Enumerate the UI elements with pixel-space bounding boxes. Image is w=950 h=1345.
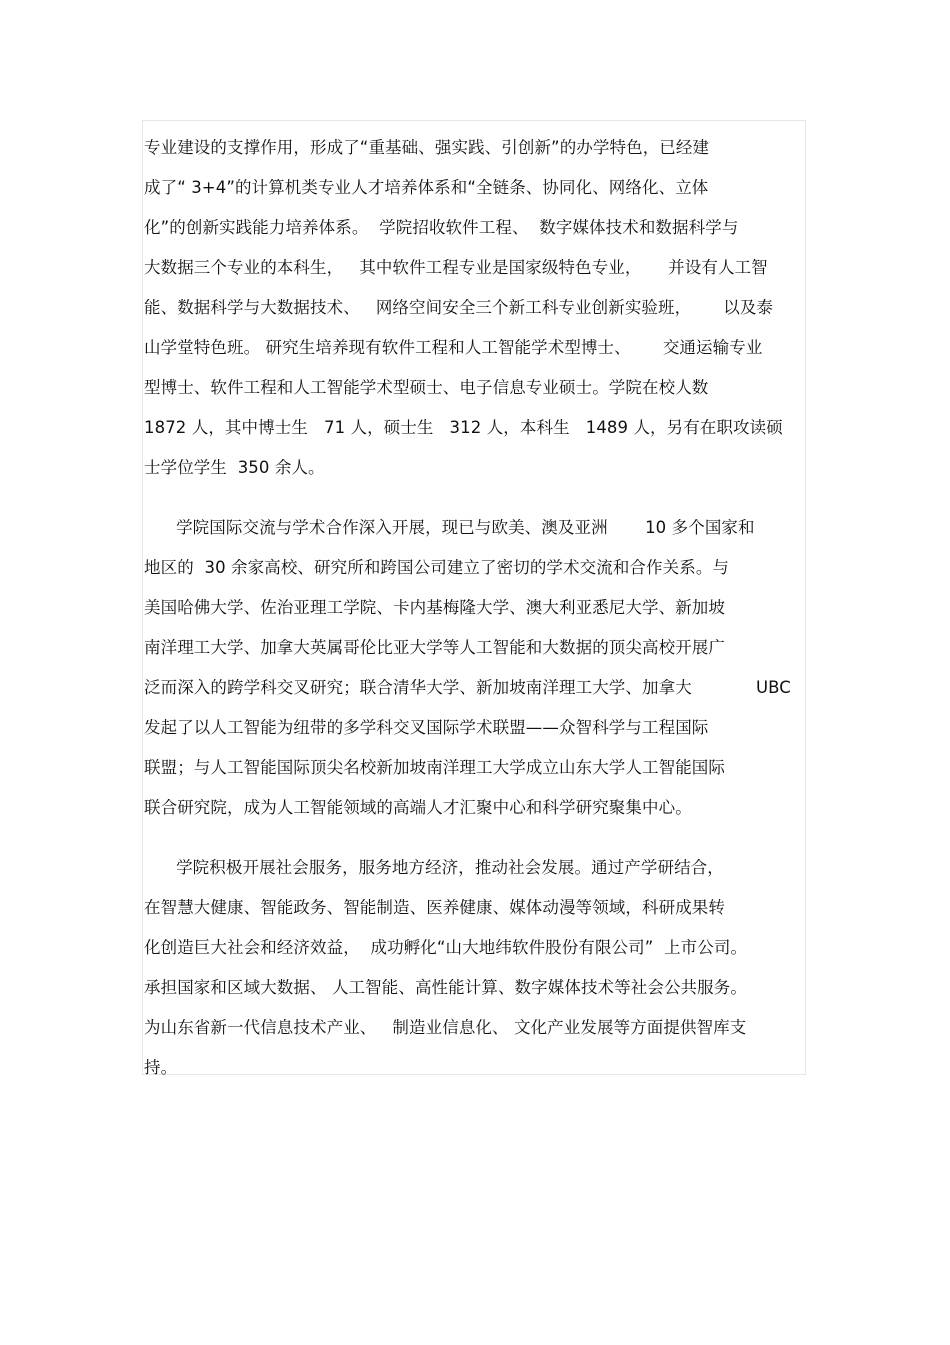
paragraph-1 [144,128,834,488]
document-body [144,128,834,1088]
text-line: 大数据三个专业的本科生， 其中软件工程专业是国家级特色专业， 并设有人工智 [144,258,768,277]
text-line: 学院积极开展社会服务，服务地方经济，推动社会发展。通过产学研结合， [144,858,724,877]
text-line: 型博士、软件工程和人工智能学术型硕士、电子信息专业硕士。学院在校人数 [144,378,709,397]
text-line: 发起了以人工智能为纽带的多学科交叉国际学术联盟——众智科学与工程国际 [144,718,709,737]
paragraph-spacer [144,488,834,508]
text-line: 山学堂特色班。 研究生培养现有软件工程和人工智能学术型博士、 交通运输专业 [144,338,763,357]
text-line: 为山东省新一代信息技术产业、 制造业信息化、 文化产业发展等方面提供智库支 [144,1018,747,1037]
text-line: 化”的创新实践能力培养体系。 学院招收软件工程、 数字媒体技术和数据科学与 [144,218,739,237]
text-line: 泛而深入的跨学科交叉研究；联合清华大学、新加坡南洋理工大学、加拿大 UBC [144,678,791,697]
text-line: 化创造巨大社会和经济效益， 成功孵化“山大地纬软件股份有限公司” 上市公司。 [144,938,748,957]
text-line: 专业建设的支撑作用，形成了“重基础、强实践、引创新”的办学特色，已经建 [144,138,710,157]
text-line: 1872 人，其中博士生 71 人，硕士生 312 人，本科生 1489 人，另有在职攻读硕 [144,418,783,437]
text-line: 持。 [144,1058,178,1077]
text-line: 在智慧大健康、智能政务、智能制造、医养健康、媒体动漫等领域，科研成果转 [144,898,725,917]
text-line: 能、数据科学与大数据技术、 网络空间安全三个新工科专业创新实验班， 以及泰 [144,298,774,317]
text-line: 地区的 30 余家高校、研究所和跨国公司建立了密切的学术交流和合作关系。与 [144,558,730,577]
text-line: 美国哈佛大学、佐治亚理工学院、卡内基梅隆大学、澳大利亚悉尼大学、新加坡 [144,598,725,617]
text-line: 成了“ 3+4”的计算机类专业人才培养体系和“全链条、协同化、网络化、立体 [144,178,709,197]
text-line: 联合研究院，成为人工智能领域的高端人才汇聚中心和科学研究聚集中心。 [144,798,692,817]
text-line: 承担国家和区域大数据、 人工智能、高性能计算、数字媒体技术等社会公共服务。 [144,978,747,997]
paragraph-2 [144,508,834,828]
paragraph-3 [144,848,834,1088]
text-line: 南洋理工大学、加拿大英属哥伦比亚大学等人工智能和大数据的顶尖高校开展广 [144,638,725,657]
text-line: 士学位学生 350 余人。 [144,458,325,477]
text-line: 联盟；与人工智能国际顶尖名校新加坡南洋理工大学成立山东大学人工智能国际 [144,758,725,777]
paragraph-spacer [144,828,834,848]
text-line: 学院国际交流与学术合作深入开展，现已与欧美、澳及亚洲 10 多个国家和 [144,518,755,537]
